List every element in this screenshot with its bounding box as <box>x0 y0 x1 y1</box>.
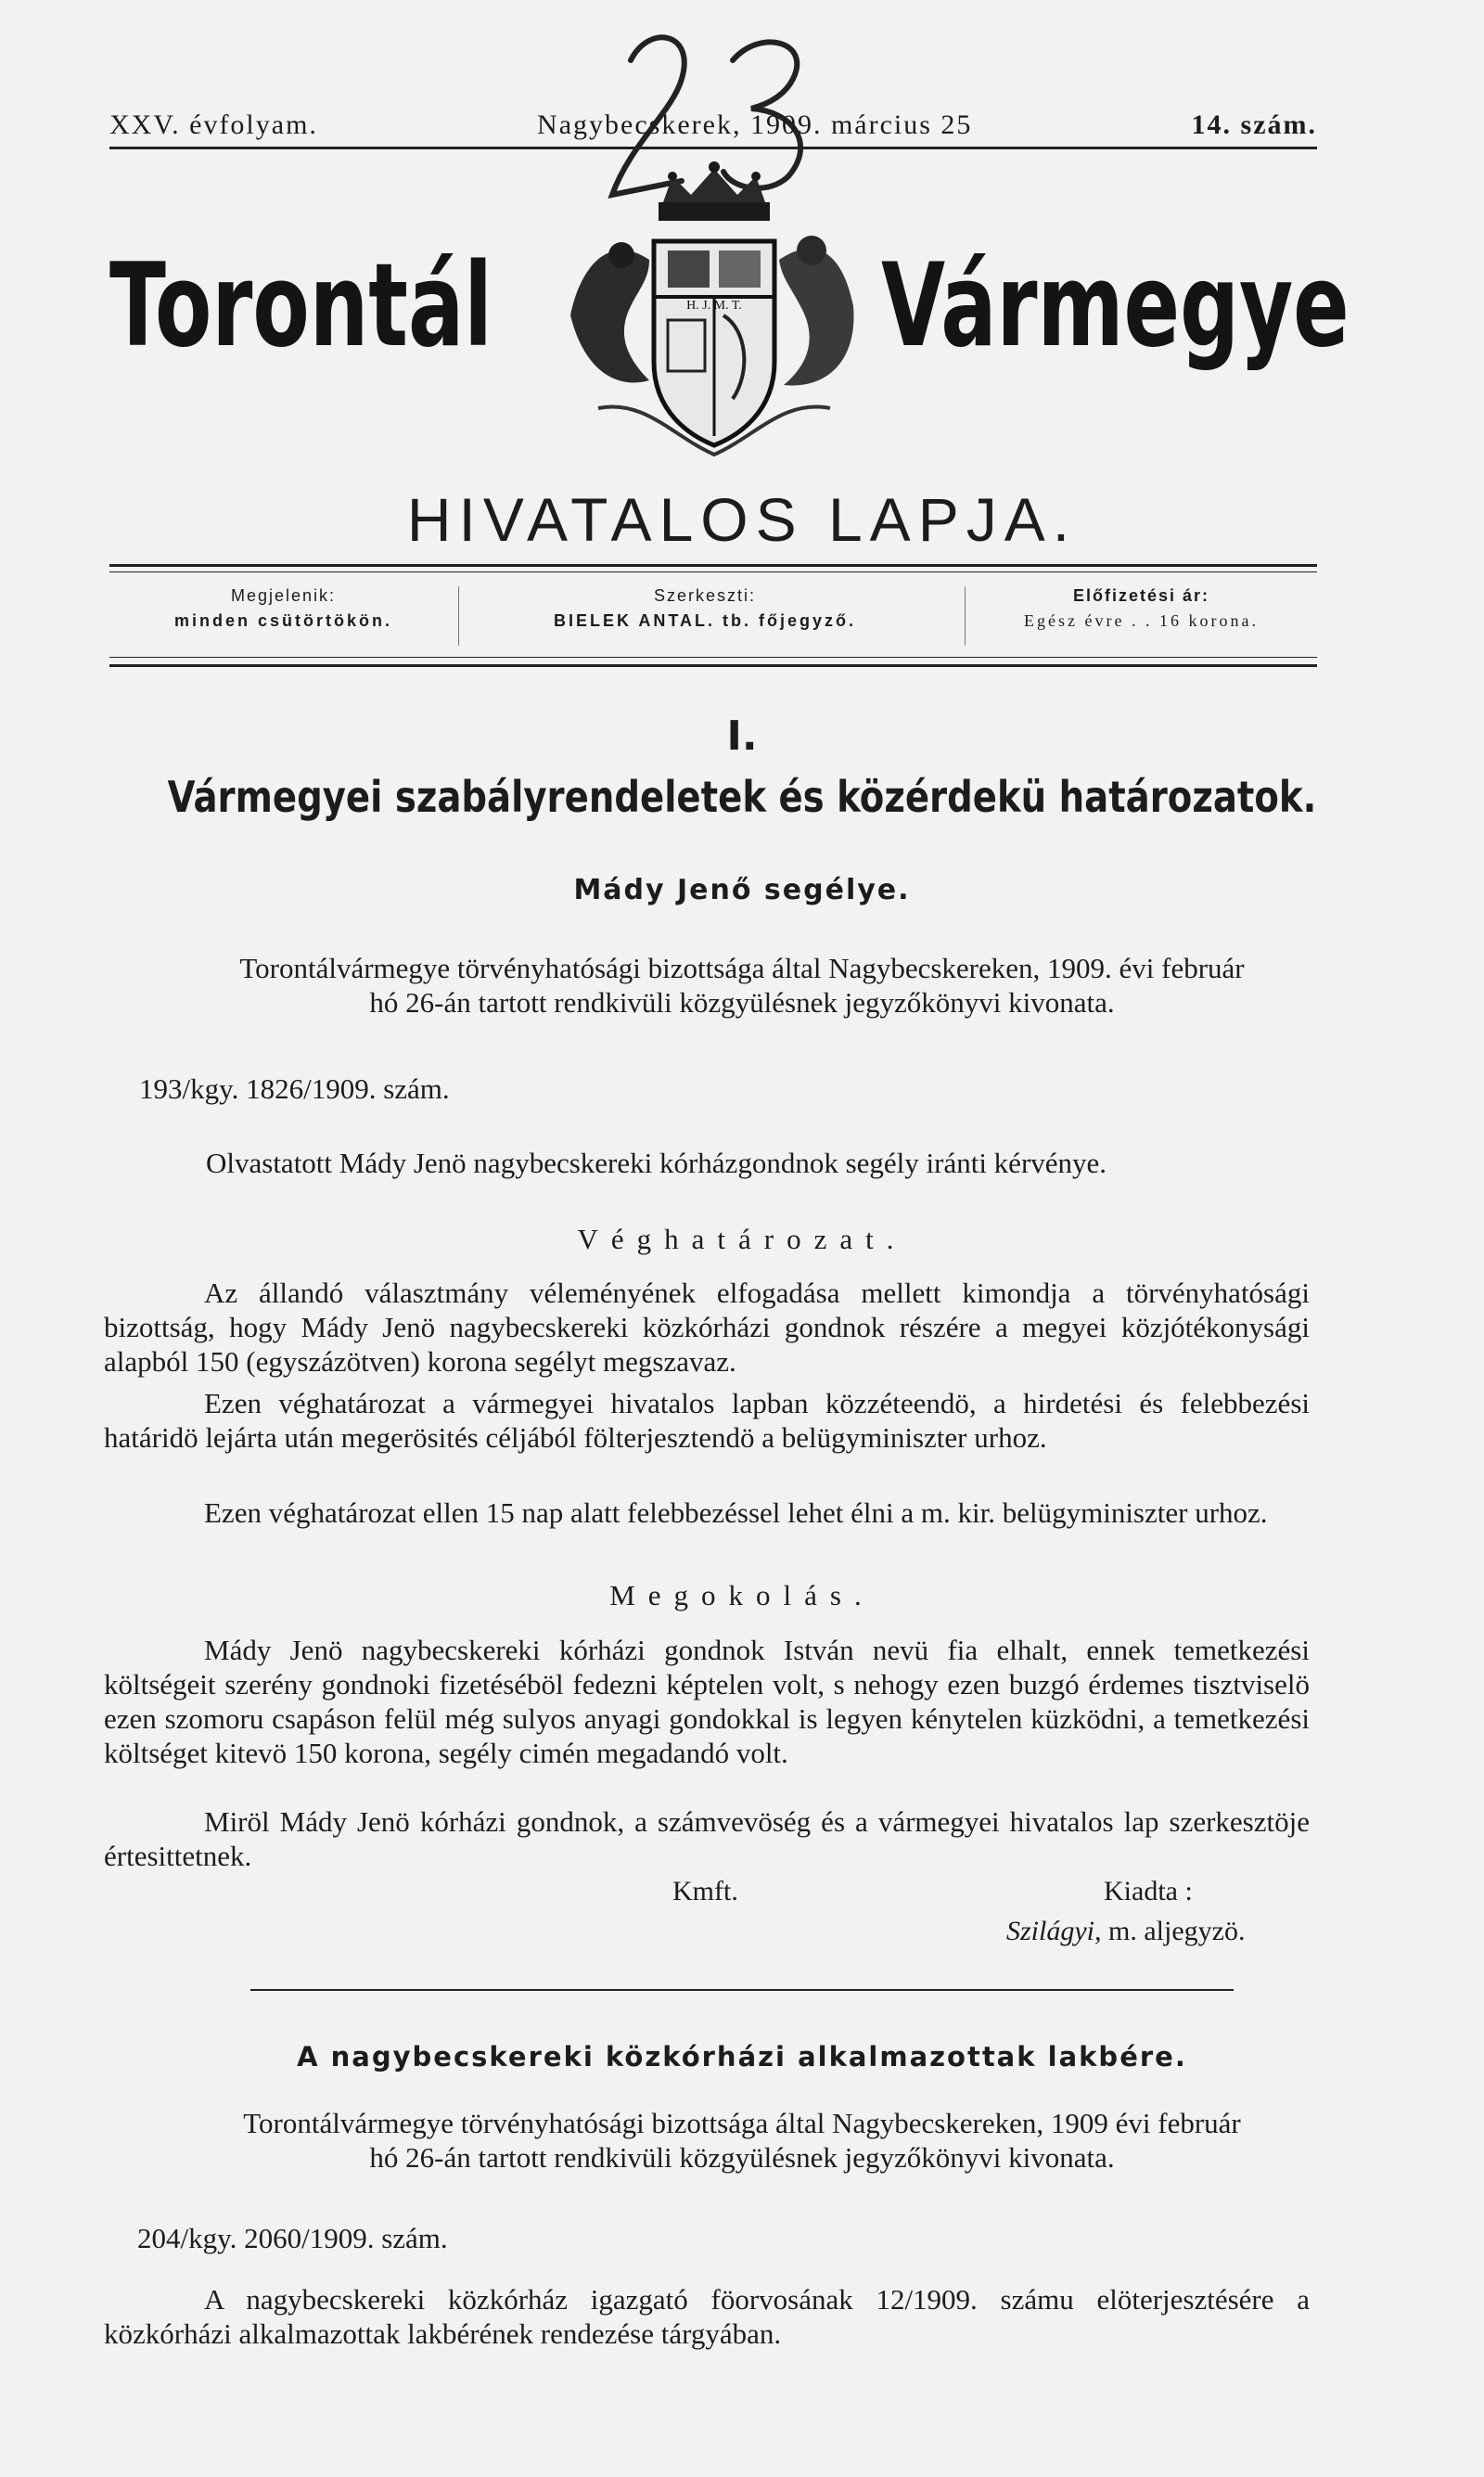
masthead-subtitle: HIVATALOS LAPJA. <box>406 485 1078 554</box>
place-date: Nagybecskerek, 1909. március 25 <box>537 109 973 140</box>
price-label: Előfizetési ár: <box>1072 586 1210 605</box>
issue-header <box>109 109 1317 141</box>
masthead-left-word: Torontál <box>109 239 493 373</box>
header-rule <box>109 147 1317 149</box>
article-intro-line: hó 26-án tartott rendkivüli közgyülésnek jegyzőkönyvi kivonata. <box>369 2141 1115 2174</box>
infobox-top-rule-thin <box>109 571 1317 572</box>
article-reference: 204/kgy. 2060/1909. szám. <box>137 2222 448 2254</box>
kmft-label: Kmft. <box>672 1876 738 1906</box>
article-title: A nagybecskereki közkórházi alkalmazottak lakbére. <box>297 2041 1187 2073</box>
section-numeral: I. <box>726 712 758 760</box>
resolution-paragraph: Az állandó választmány véleményének elfogadása mellett kimondja a törvényhatósági bizottság, hogy Mády Jenö nagybecskereki közkórházi gondnok részére a megyei közjótékonysági alapból 150 (egyszázötven) korona segélyt megszavaz. <box>104 1277 1310 1378</box>
appears-label: Megjelenik: <box>230 586 337 605</box>
editor-value: BIELEK ANTAL. tb. főjegyző. <box>554 611 856 630</box>
article-intro <box>93 2106 1391 2175</box>
editor-label: Szerkeszti: <box>653 586 757 605</box>
signature-line <box>1006 1916 1245 1947</box>
volume-label: XXV. évfolyam. <box>109 109 318 140</box>
issue-number: 14. szám. <box>1191 109 1317 140</box>
article-read-line: Olvastatott Mády Jenö nagybecskereki kórházgondnok segély iránti kérvénye. <box>206 1147 1107 1179</box>
coat-text: H. J. M. T. <box>686 299 742 313</box>
appears-column <box>109 586 457 631</box>
info-box <box>109 579 1317 653</box>
article-intro-line: Torontálvármegye törvényhatósági bizottsága által Nagybecskereken, 1909 évi február <box>243 2107 1241 2139</box>
reasoning-heading: Megokolás. <box>609 1579 875 1611</box>
reasoning-paragraph: Mády Jenö nagybecskereki kórházi gondnok István nevü fia elhalt, ennek temetkezési költségeit szerény gondnoki fizetéséböl fedezni képtelen volt, s nehogy ezen buzgó érdemes tisztviselö ezen szomoru csapáson felül még sulyos anyagi gondokkal is legyen kénytelen küzködni, a temetkezési költséget kitevö 150 korona, segély cimén megadandó volt. <box>104 1634 1310 1769</box>
article-intro-line: Torontálvármegye törvényhatósági bizottsága által Nagybecskereken, 1909. évi február <box>239 952 1245 984</box>
article-intro-line: hó 26-án tartott rendkivüli közgyülésnek jegyzőkönyvi kivonata. <box>369 986 1115 1019</box>
section-title: Vármegyei szabályrendeletek és közérdekü határozatok. <box>167 772 1317 822</box>
reasoning-paragraph: Miröl Mády Jenö kórházi gondnok, a számvevöség és a vármegyei hivatalos lap szerkesztöje értesittetnek. <box>104 1805 1310 1872</box>
masthead-right-word: Vármegye <box>881 239 1350 373</box>
signer-name: Szilágyi, <box>1006 1916 1102 1946</box>
infobox-top-rule <box>109 564 1317 567</box>
resolution-heading: Véghatározat. <box>577 1223 907 1255</box>
infobox-bottom-rule-thick <box>109 664 1317 667</box>
appears-value: minden csütörtökön. <box>173 611 392 630</box>
coat-of-arms-icon <box>561 158 867 473</box>
article-body: A nagybecskereki közkórház igazgató föorvosának 12/1909. számu elöterjesztésére a közkórházi alkalmazottak lakbérének rendezése tárgyában. <box>104 2283 1310 2350</box>
article-intro <box>93 951 1391 1020</box>
infobox-bottom-rule <box>109 657 1317 658</box>
price-column <box>966 586 1317 631</box>
price-value: Egész évre . . 16 korona. <box>1024 611 1259 630</box>
article-title: Mády Jenő segélye. <box>573 874 911 906</box>
article-reference: 193/kgy. 1826/1909. szám. <box>139 1072 450 1105</box>
signer-title: m. aljegyzö. <box>1108 1916 1246 1946</box>
editor-column <box>459 586 951 631</box>
resolution-paragraph: Ezen véghatározat ellen 15 nap alatt felebbezéssel lehet élni a m. kir. belügyminiszter urhoz. <box>204 1496 1268 1529</box>
issued-label: Kiadta : <box>1104 1876 1193 1906</box>
article-separator <box>250 1989 1234 1991</box>
resolution-paragraph: Ezen véghatározat a vármegyei hivatalos lapban közzéteendö, a hirdetési és felebbezési határidö lejárta után megerösités céljából fölterjesztendö a belügyminiszter urhoz. <box>104 1387 1310 1454</box>
